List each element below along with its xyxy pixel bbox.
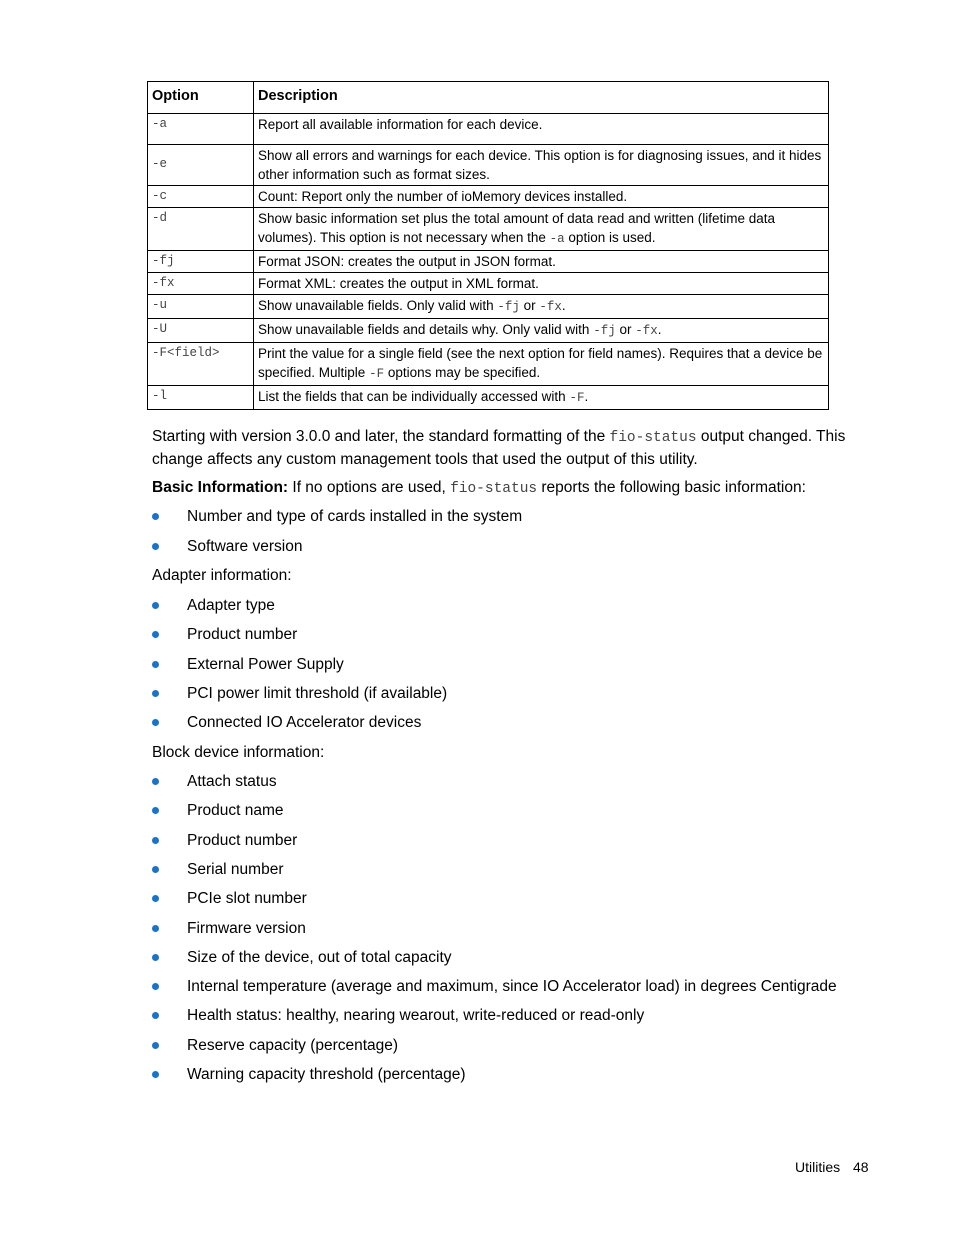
list-item-text: External Power Supply: [187, 655, 344, 673]
bullet-icon: [152, 602, 159, 609]
bullet-icon: [152, 631, 159, 638]
bullet-icon: [152, 954, 159, 961]
table-header-row: [148, 82, 829, 114]
list-item-text: Size of the device, out of total capacity: [187, 948, 452, 966]
bullet-icon: [152, 925, 159, 932]
list-item-text: Connected IO Accelerator devices: [187, 714, 422, 732]
bullet-icon: [152, 807, 159, 814]
description-cell: [254, 208, 829, 251]
bullet-icon: [152, 719, 159, 726]
footer-section: Utilities: [795, 1159, 841, 1175]
option-cell: -u: [148, 295, 254, 319]
description-code: -F: [569, 391, 585, 405]
list-item-text: Attach status: [187, 773, 277, 790]
option-cell: -U: [148, 319, 254, 343]
description-cell: [254, 386, 829, 410]
option-cell: -e: [148, 145, 254, 186]
list-item-text: Warning capacity threshold (percentage): [187, 1066, 466, 1083]
option-cell: -F<field>: [148, 343, 254, 386]
bullet-icon: [152, 1071, 159, 1078]
bullet-icon: [152, 690, 159, 697]
basic-info-label: Basic Information:: [152, 479, 289, 496]
description-text: List the fields that can be individually accessed with: [258, 389, 570, 404]
list-item-text: Product number: [187, 831, 298, 849]
table-row: [148, 114, 829, 145]
description-text: Format JSON: creates the output in JSON format.: [258, 254, 556, 269]
description-cell: [254, 114, 829, 145]
table-row: [148, 295, 829, 319]
description-code: -fj: [497, 300, 520, 314]
option-cell: -fx: [148, 273, 254, 295]
description-text: options may be specified.: [384, 365, 541, 380]
intro-code: fio-status: [609, 430, 697, 446]
list-item-text: Serial number: [187, 860, 284, 878]
description-cell: [254, 319, 829, 343]
list-item-text: Software version: [187, 537, 303, 555]
table-row: [148, 273, 829, 295]
option-cell: -fj: [148, 251, 254, 273]
description-text: or: [519, 298, 540, 313]
list-item-text: PCIe slot number: [187, 890, 307, 908]
description-cell: [254, 251, 829, 273]
basic-info-code: fio-status: [450, 481, 538, 497]
bullet-icon: [152, 661, 159, 668]
description-text: option is used.: [564, 230, 656, 245]
description-cell: [254, 186, 829, 208]
list-item-text: PCI power limit threshold (if available): [187, 684, 448, 702]
bullet-icon: [152, 895, 159, 902]
list-item-text: Product number: [187, 626, 298, 644]
bullet-icon: [152, 543, 159, 550]
table-row: [148, 386, 829, 410]
description-text: .: [657, 322, 662, 337]
basic-info-text-2: reports the following basic information:: [537, 479, 806, 496]
table-row: [148, 186, 829, 208]
option-cell: -l: [148, 386, 254, 410]
bullet-icon: [152, 837, 159, 844]
description-cell: [254, 145, 829, 186]
description-text: Show unavailable fields. Only valid with: [258, 298, 498, 313]
bullet-icon: [152, 1042, 159, 1049]
description-text: Show all errors and warnings for each device. This option is for diagnosing issues, and it hides other information such as format sizes.: [258, 148, 822, 182]
header-description: Description: [254, 82, 829, 114]
list-item-text: Reserve capacity (percentage): [187, 1036, 399, 1054]
list-item-text: Number and type of cards installed in the system: [187, 508, 523, 525]
bullet-icon: [152, 778, 159, 785]
description-cell: [254, 273, 829, 295]
table-row: [148, 319, 829, 343]
bullet-icon: [152, 983, 159, 990]
basic-info-paragraph: [152, 477, 857, 500]
list-item-text: Health status: healthy, nearing wearout, write-reduced or read-only: [187, 1007, 645, 1025]
description-text: Print the value for a single field (see the next option for field names). Requires that a device be specified. Multiple: [258, 346, 823, 380]
description-code: -a: [549, 232, 565, 246]
table-row: [148, 251, 829, 273]
description-text: .: [584, 389, 589, 404]
description-text: or: [615, 322, 636, 337]
description-code: -fx: [539, 300, 562, 314]
table-row: [148, 208, 829, 251]
bullet-icon: [152, 1012, 159, 1019]
block-heading: Block device information:: [152, 744, 325, 761]
intro-text-1: Starting with version 3.0.0 and later, the standard formatting of the: [152, 428, 610, 445]
list-item-text: Product name: [187, 802, 284, 820]
adapter-heading: Adapter information:: [152, 567, 292, 584]
table-row: [148, 145, 829, 186]
basic-info-text-1: If no options are used,: [288, 479, 451, 496]
description-code: -fj: [593, 324, 616, 338]
footer-page-number: 48: [853, 1159, 869, 1175]
list-item-text: Adapter type: [187, 597, 275, 614]
description-text: Show unavailable fields and details why. Only valid with: [258, 322, 594, 337]
list-item-text: Internal temperature (average and maximum, since IO Accelerator load) in degrees Centigrade: [187, 978, 837, 996]
intro-paragraph: [152, 426, 857, 470]
description-text: Show basic information set plus the total amount of data read and written (lifetime data volumes). This option is not necessary when the: [258, 211, 776, 245]
option-cell: -c: [148, 186, 254, 208]
description-cell: [254, 343, 829, 386]
description-text: Count: Report only the number of ioMemory devices installed.: [258, 189, 628, 204]
description-cell: [254, 295, 829, 319]
bullet-icon: [152, 513, 159, 520]
description-text: Report all available information for each device.: [258, 117, 543, 132]
description-text: .: [561, 298, 566, 313]
options-table: [147, 81, 829, 410]
table-row: [148, 343, 829, 386]
list-item-text: Firmware version: [187, 919, 306, 937]
header-option: Option: [148, 82, 254, 114]
option-cell: -a: [148, 114, 254, 145]
description-code: -fx: [635, 324, 658, 338]
option-cell: -d: [148, 208, 254, 251]
bullet-icon: [152, 866, 159, 873]
intro-text-2: output changed. This change affects any custom management tools that used the output of this utility.: [152, 428, 846, 468]
description-text: Format XML: creates the output in XML format.: [258, 276, 539, 291]
description-code: -F: [369, 367, 385, 381]
